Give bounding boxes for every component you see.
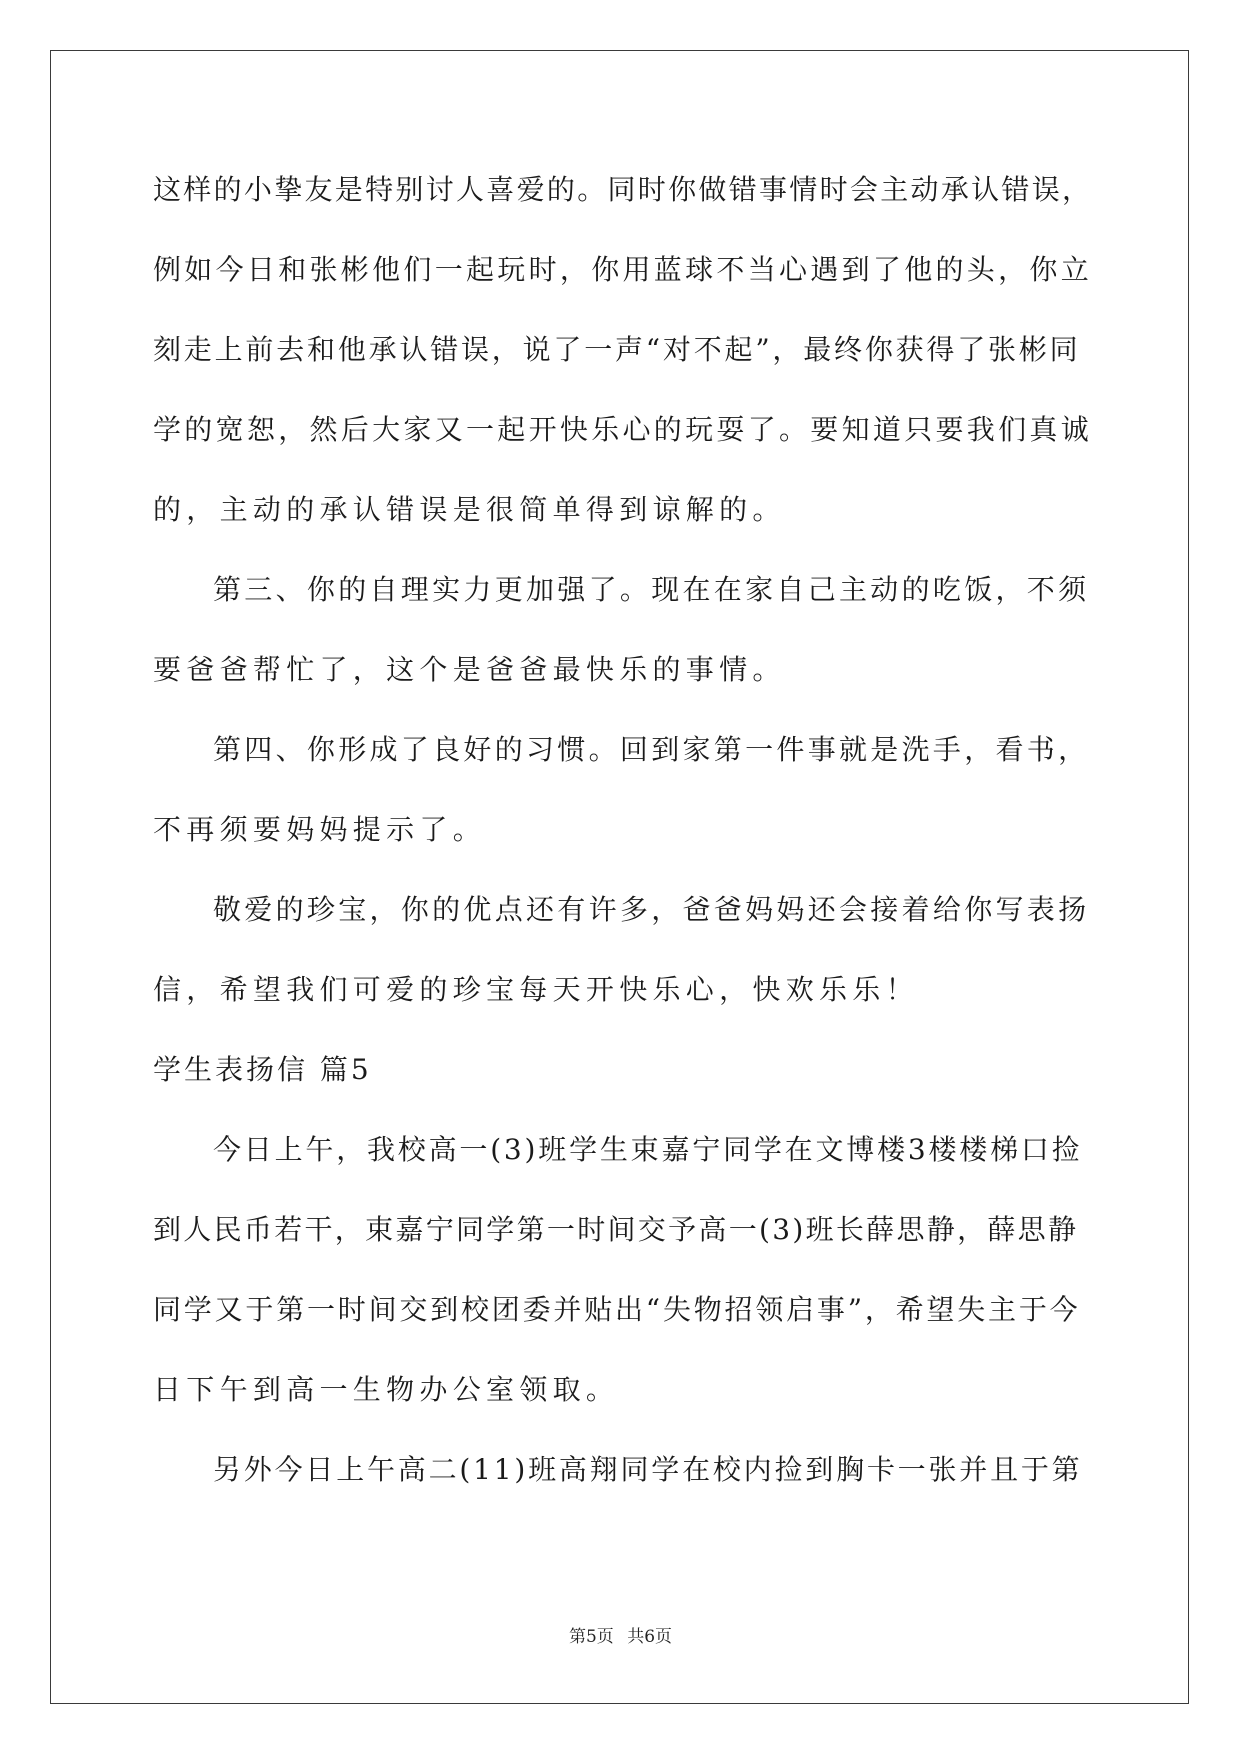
paragraph-start-line: 另外今日上午高二(11)班高翔同学在校内捡到胸卡一张并且于第 bbox=[213, 1453, 1083, 1486]
paragraph-start-line: 第三、你的自理实力更加强了。现在在家自己主动的吃饭，不须 bbox=[213, 573, 1090, 606]
page-number: 第5页 bbox=[568, 1627, 614, 1647]
text-line: 信，希望我们可爱的珍宝每天开快乐心，快欢乐乐！ bbox=[153, 973, 919, 1006]
text-line: 的，主动的承认错误是很简单得到谅解的。 bbox=[153, 493, 786, 526]
text-line: 到人民币若干，束嘉宁同学第一时间交予高一(3)班长薛思静，薛思静 bbox=[153, 1213, 1079, 1246]
text-line: 这样的小挚友是特别讨人喜爱的。同时你做错事情时会主动承认错误， bbox=[153, 173, 1093, 206]
text-line: 不再须要妈妈提示了。 bbox=[153, 813, 487, 846]
text-line: 学的宽恕，然后大家又一起开快乐心的玩耍了。要知道只要我们真诚 bbox=[153, 413, 1093, 446]
section-heading: 学生表扬信 篇5 bbox=[153, 1053, 372, 1086]
page-total: 共6页 bbox=[627, 1627, 673, 1647]
paragraph-start-line: 第四、你形成了良好的习惯。回到家第一件事就是洗手，看书， bbox=[213, 733, 1090, 766]
paragraph-start-line: 今日上午，我校高一(3)班学生束嘉宁同学在文博楼3楼楼梯口捡 bbox=[213, 1133, 1083, 1166]
text-line: 刻走上前去和他承认错误，说了一声“对不起”，最终你获得了张彬同 bbox=[153, 333, 1081, 366]
document-body bbox=[153, 150, 1093, 1510]
page-footer bbox=[0, 1622, 1241, 1647]
text-line: 日下午到高一生物办公室领取。 bbox=[153, 1373, 620, 1406]
text-line: 要爸爸帮忙了，这个是爸爸最快乐的事情。 bbox=[153, 653, 786, 686]
paragraph-start-line: 敬爱的珍宝，你的优点还有许多，爸爸妈妈还会接着给你写表扬 bbox=[213, 893, 1090, 926]
text-line: 例如今日和张彬他们一起玩时，你用蓝球不当心遇到了他的头，你立 bbox=[153, 253, 1093, 286]
text-line: 同学又于第一时间交到校团委并贴出“失物招领启事”，希望失主于今 bbox=[153, 1293, 1081, 1326]
